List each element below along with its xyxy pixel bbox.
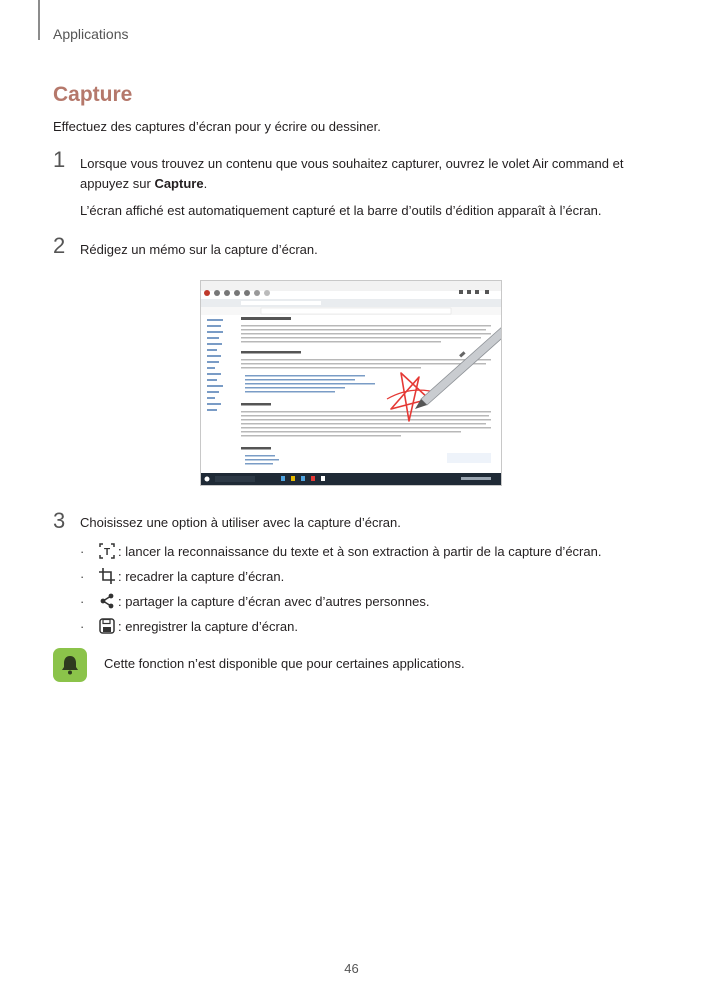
- share-icon: [98, 592, 116, 610]
- step-3-number: 3: [53, 508, 66, 533]
- article-text-lines: [241, 317, 491, 465]
- option-save-label: : enregistrer la capture d’écran.: [118, 618, 298, 634]
- bullet-dot: ·: [80, 568, 85, 584]
- step-2-number: 2: [53, 233, 66, 258]
- bullet-dot: ·: [80, 593, 85, 609]
- screenshot-drawing: [201, 281, 501, 485]
- intro-text: Effectuez des captures d’écran pour y écrire ou dessiner.: [53, 119, 381, 134]
- header-rule: [38, 0, 40, 40]
- page-number: 46: [344, 961, 359, 976]
- svg-text:T: T: [103, 547, 111, 558]
- step-3-text: Choisissez une option à utiliser avec la capture d’écran.: [80, 515, 401, 530]
- option-crop: [80, 566, 284, 586]
- step-1-subtext: L’écran affiché est automatiquement capturé et la barre d’outils d’édition apparaît à l’écran.: [80, 203, 602, 218]
- option-text-extract-label: : lancer la reconnaissance du texte et à son extraction à partir de la capture d’écran.: [118, 543, 602, 559]
- section-label: Applications: [53, 26, 129, 42]
- s-pen-illustration: [415, 301, 501, 409]
- bullet-dot: ·: [80, 618, 85, 634]
- option-text-extract: [80, 541, 601, 561]
- note-text: Cette fonction n’est disponible que pour certaines applications.: [104, 656, 465, 671]
- save-icon: [98, 617, 116, 635]
- capture-screenshot-illustration: [200, 280, 502, 486]
- text-extract-icon: [98, 542, 116, 560]
- option-crop-label: : recadrer la capture d’écran.: [118, 568, 285, 584]
- option-save: [80, 616, 298, 636]
- crop-icon: [98, 567, 116, 585]
- bullet-dot: ·: [80, 543, 85, 559]
- option-share: [80, 591, 429, 611]
- step-1-number: 1: [53, 147, 66, 172]
- step-1-text: Lorsque vous trouvez un contenu que vous souhaitez capturer, ouvrez le volet Air command et appuyez sur Capture.: [80, 156, 624, 191]
- note-bell-icon: [53, 648, 87, 682]
- option-share-label: : partager la capture d’écran avec d’autres personnes.: [118, 593, 430, 609]
- step-2-text: Rédigez un mémo sur la capture d’écran.: [80, 242, 318, 257]
- page-title: Capture: [53, 83, 133, 106]
- sidebar-links: [207, 319, 223, 411]
